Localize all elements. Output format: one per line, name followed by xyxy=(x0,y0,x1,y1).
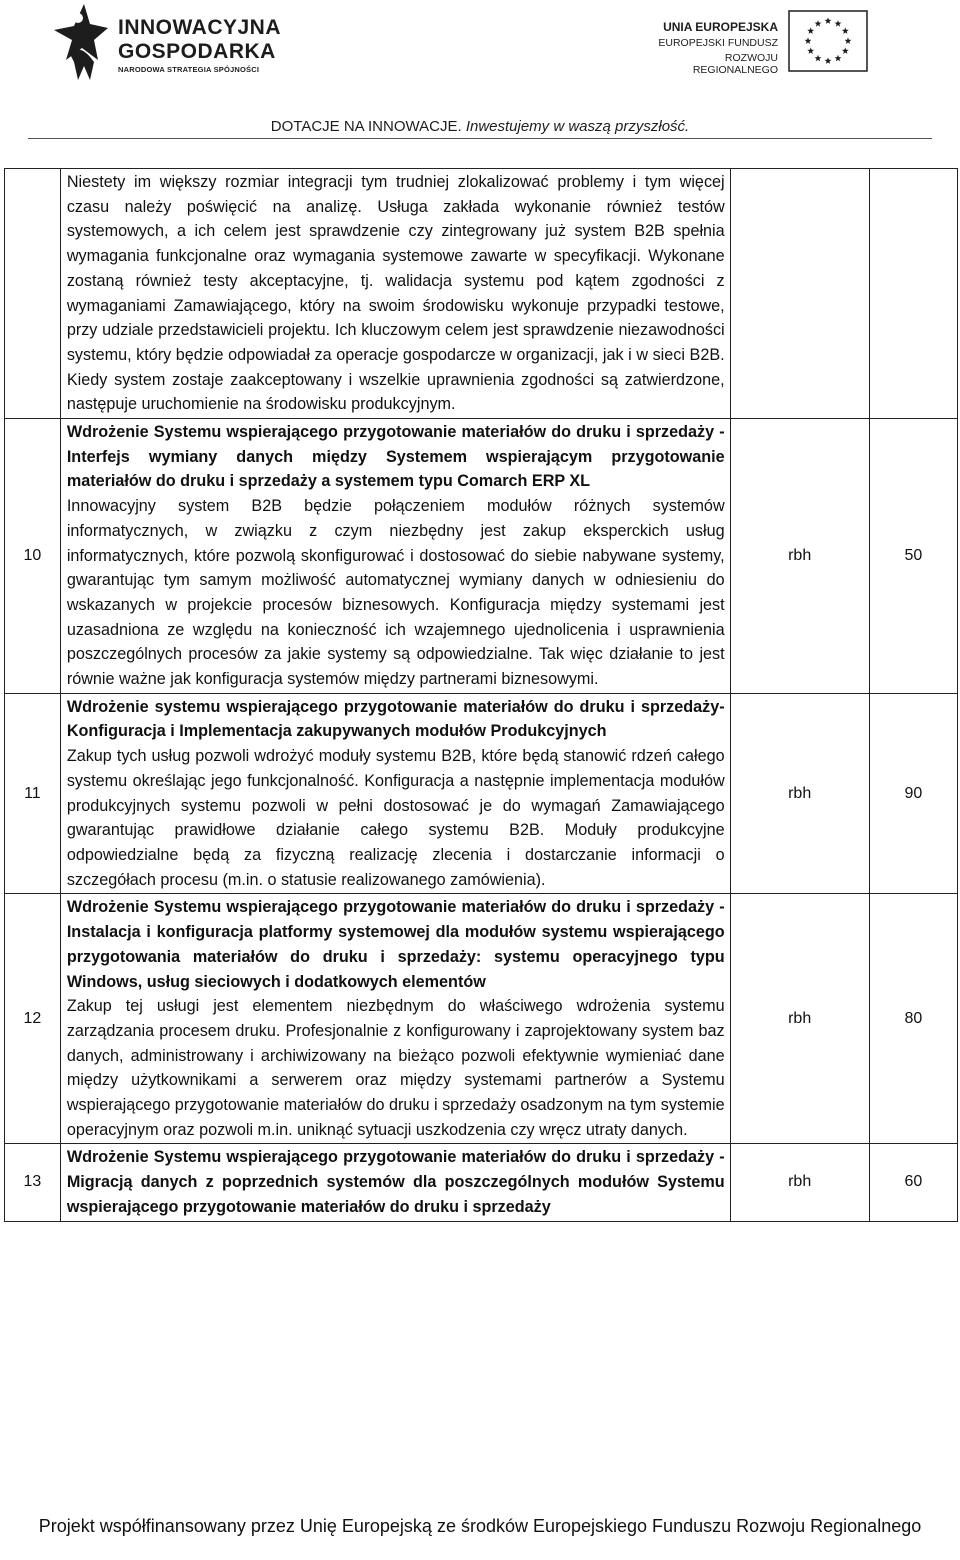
service-title: Wdrożenie systemu wspierającego przygotowanie materiałów do druku i sprzedaży- Konfiguracja i Implementacja zakupywanych modułów Produkcyjnych xyxy=(66,697,725,741)
row-unit: rbh xyxy=(730,1144,869,1221)
logo-right-line2: EUROPEJSKI FUNDUSZ xyxy=(658,37,778,49)
row-number: 10 xyxy=(5,419,61,694)
eu-fund-logo xyxy=(640,10,870,80)
table-row xyxy=(5,419,958,694)
row-unit: rbh xyxy=(730,419,869,694)
header-divider xyxy=(28,138,932,139)
logo-right-line3: ROZWOJU REGIONALNEGO xyxy=(692,52,778,76)
service-title: Wdrożenie Systemu wspierającego przygotowanie materiałów do druku i sprzedaży - Interfejs wymiany danych między Systemem wspierającym przygotowanie materiałów do druku i sprzedaży a systemem typu Comarch ERP XL xyxy=(66,423,725,491)
row-number: 11 xyxy=(5,693,61,894)
logo-left-line3: NARODOWA STRATEGIA SPÓJNOŚCI xyxy=(118,65,260,74)
row-number: 13 xyxy=(5,1144,61,1221)
row-quantity: 90 xyxy=(869,693,957,894)
star-figure-icon xyxy=(50,2,110,82)
table-row xyxy=(5,894,958,1144)
service-title: Wdrożenie Systemu wspierającego przygotowanie materiałów do druku i sprzedaży - Instalacja i konfiguracja platformy systemowej dla modułów systemu wspierającego przygotowania materiałów do druku i sprzedaży: systemu operacyjnego typu Windows, usług sieciowych i dodatkowych elementów xyxy=(66,898,725,991)
row-unit: rbh xyxy=(730,894,869,1144)
table-row xyxy=(5,169,958,419)
row-quantity: 60 xyxy=(869,1144,957,1221)
service-description: Innowacyjny system B2B będzie połączeniem modułów różnych systemów informatycznych, w związku z czym niezbędny jest zakup eksperckich usług informatycznych, które pozwolą skonfigurować i dostosować do siebie nabywane systemy, gwarantując tym samym możliwość automatycznej wymiany danych w odniesieniu do wskazanych w projekcie procesów biznesowych. Konfiguracja między systemami jest uzasadniona ze względu na konieczność ich wzajemnego ujednolicenia i usprawnienia poszczególnych procesów za jakie systemy są odpowiedzialne. Tak więc działanie to jest równie ważne jak konfiguracja systemów między partnerami biznesowymi. xyxy=(66,497,725,689)
services-table xyxy=(4,168,958,1222)
page-header xyxy=(0,0,960,140)
eu-flag-icon xyxy=(788,10,868,72)
row-quantity xyxy=(869,169,957,419)
logo-left-line1: INNOWACYJNA xyxy=(118,16,282,39)
table-row xyxy=(5,693,958,894)
services-table-body xyxy=(5,169,958,1222)
row-description xyxy=(60,169,730,419)
tagline-italic: Inwestujemy w waszą przyszłość. xyxy=(465,118,690,135)
row-description xyxy=(60,1144,730,1221)
innowacyjna-gospodarka-logo xyxy=(50,2,310,82)
row-number xyxy=(5,169,61,419)
row-quantity: 80 xyxy=(869,894,957,1144)
row-description xyxy=(60,693,730,894)
table-row xyxy=(5,1144,958,1221)
header-tagline xyxy=(0,118,960,135)
service-description: Zakup tej usługi jest elementem niezbędnym do właściwego wdrożenia systemu zarządzania procesem druku. Profesjonalnie z konfigurowany i zaprojektowany system baz danych, administrowany i archiwizowany na bieżąco pozwoli efektywnie wymieniać dane między użytkownikami a serwerem oraz między systemami partnerów a Systemu wspierającego przygotowanie materiałów do druku i sprzedaży osadzonym na tym systemie operacyjnym oraz pozwoli m.in. uniknąć sytuacji uszkodzenia czy wręcz utraty danych. xyxy=(66,997,725,1139)
row-description xyxy=(60,419,730,694)
service-description: Zakup tych usług pozwoli wdrożyć moduły systemu B2B, które będą stanowić rdzeń całego systemu określając jego funkcjonalność. Konfiguracja a następnie implementacja modułów produkcyjnych systemu pozwoli w pełni dostosować je do wymagań Zamawiającego gwarantując prawidłowe działanie całego systemu B2B. Moduły produkcyjne odpowiedzialne będą za fizyczną realizację zlecenia i dostarczanie informacji o szczegółach procesu (m.in. o statusie realizowanego zamówienia). xyxy=(66,747,725,889)
row-unit: rbh xyxy=(730,693,869,894)
logo-left-line2: GOSPODARKA xyxy=(118,40,276,63)
logo-right-line1: UNIA EUROPEJSKA xyxy=(663,20,778,34)
page-footer: Projekt współfinansowany przez Unię Europejską ze środków Europejskiego Funduszu Rozwoju Regionalnego xyxy=(38,1516,922,1536)
tagline-prefix: DOTACJE NA INNOWACJE. xyxy=(270,118,462,135)
row-number: 12 xyxy=(5,894,61,1144)
row-unit xyxy=(730,169,869,419)
service-title: Wdrożenie Systemu wspierającego przygotowanie materiałów do druku i sprzedaży - Migracją danych z poprzednich systemów dla poszczególnych modułów Systemu wspierającego przygotowanie materiałów do druku i sprzedaży xyxy=(66,1148,725,1216)
row-description xyxy=(60,894,730,1144)
service-description: Niestety im większy rozmiar integracji tym trudniej zlokalizować problemy i tym więcej czasu należy poświęcić na analizę. Usługa zakłada wykonanie również testów systemowych, a ich celem jest sprawdzenie czy zintegrowany już system B2B spełnia wymagania funkcjonalne oraz wymagania systemowe zawarte w specyfikacji. Wykonane zostaną również testy akceptacyjne, tj. walidacja systemu pod kątem zgodności z wymaganiami Zamawiającego, który na swoim środowisku wykonuje przypadki testowe, przy udziale przedstawicieli projektu. Ich kluczowym celem jest sprawdzenie niezawodności systemu, który będzie odpowiadał za operacje gospodarcze w organizacji, jak i w sieci B2B. Kiedy system zostaje zaakceptowany i wszelkie uprawnienia zgodności są zatwierdzone, następuje uruchomienie na środowisku produkcyjnym. xyxy=(66,173,725,414)
row-quantity: 50 xyxy=(869,419,957,694)
